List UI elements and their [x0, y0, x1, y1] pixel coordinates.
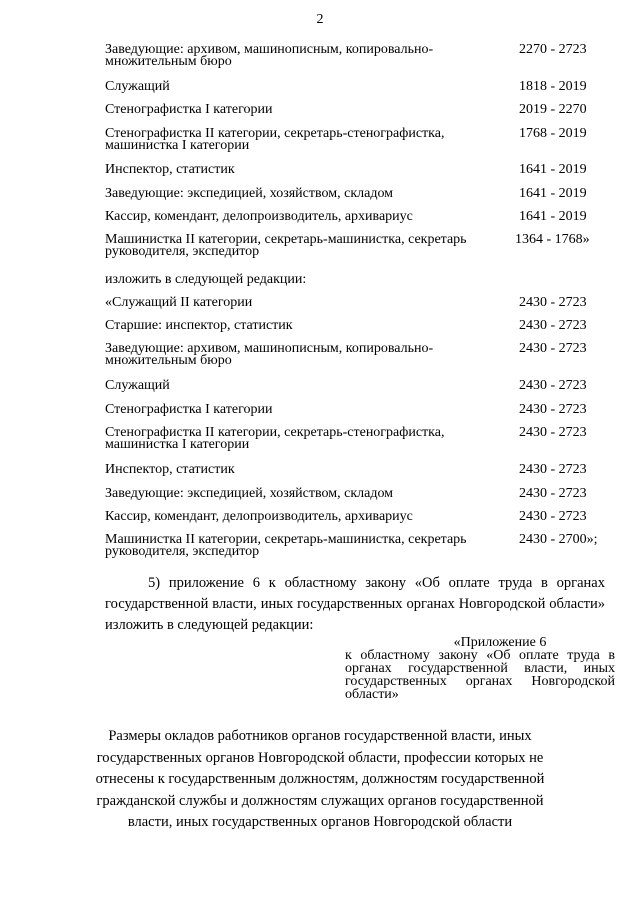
- salary-range: 1768 - 2019: [519, 126, 587, 141]
- appendix-reference: [345, 636, 615, 701]
- position-name: Машинистка II категории, секретарь-машинистка, секретарь руководителя, экспедитор: [105, 232, 467, 259]
- position-name: Заведующие: экспедицией, хозяйством, складом: [105, 186, 394, 201]
- page-number: 2: [316, 12, 324, 27]
- position-name: Инспектор, статистик: [105, 462, 235, 477]
- position-name: «Служащий II категории: [105, 295, 253, 310]
- appendix-law-reference: к областному закону «Об оплате труда в органах государственной власти, иных государственных органах Новгородской области»: [345, 648, 615, 702]
- document-heading: Размеры окладов работников органов государственной власти, иных государственных органов Новгородской области, профессии которых не отнесены к государственным должностям, должностям государственной гражданской службы и должностям служащих органов государственной власти, иных государственных органов Новгородской области: [95, 728, 545, 830]
- position-name: Старшие: инспектор, статистик: [105, 318, 293, 333]
- salary-range: 2430 - 2723: [519, 509, 587, 524]
- salary-range: 1641 - 2019: [519, 209, 587, 224]
- position-name: Заведующие: экспедицией, хозяйством, складом: [105, 486, 394, 501]
- position-name: Инспектор, статистик: [105, 162, 235, 177]
- salary-range: 2430 - 2723: [519, 402, 587, 417]
- position-name: Стенографистка II категории, секретарь-стенографистка, машинистка I категории: [105, 425, 445, 452]
- position-name: Кассир, комендант, делопроизводитель, архивариус: [105, 209, 413, 224]
- salary-range: 2270 - 2723: [519, 42, 587, 57]
- salary-range: 2430 - 2723: [519, 462, 587, 477]
- salary-range: 2430 - 2700»;: [519, 532, 598, 547]
- salary-range: 1641 - 2019: [519, 162, 587, 177]
- position-name: Машинистка II категории, секретарь-машинистка, секретарь руководителя, экспедитор: [105, 532, 467, 559]
- appendix-title: «Приложение 6: [453, 635, 547, 650]
- salary-range: 2430 - 2723: [519, 486, 587, 501]
- salary-range: 2430 - 2723: [519, 295, 587, 310]
- position-name: Служащий: [105, 79, 170, 94]
- position-name: Заведующие: архивом, машинописным, копировально-множительным бюро: [105, 341, 434, 368]
- salary-range: 2430 - 2723: [519, 318, 587, 333]
- position-name: Заведующие: архивом, машинописным, копировально-множительным бюро: [105, 42, 434, 69]
- transition-text: изложить в следующей редакции:: [105, 272, 307, 287]
- salary-range: 2019 - 2270: [519, 102, 587, 117]
- position-name: Кассир, комендант, делопроизводитель, архивариус: [105, 509, 413, 524]
- salary-range: 2430 - 2723: [519, 378, 587, 393]
- salary-range: 2430 - 2723: [519, 341, 587, 356]
- position-name: Стенографистка I категории: [105, 102, 273, 117]
- salary-range: 1641 - 2019: [519, 186, 587, 201]
- salary-range: 2430 - 2723: [519, 425, 587, 440]
- paragraph-5: 5) приложение 6 к областному закону «Об оплате труда в органах государственной власти, иных государственных органах Новгородской области» изложить в следующей редакции:: [105, 575, 605, 633]
- position-name: Служащий: [105, 378, 170, 393]
- salary-range: 1364 - 1768»: [515, 232, 590, 247]
- salary-range: 1818 - 2019: [519, 79, 587, 94]
- position-name: Стенографистка I категории: [105, 402, 273, 417]
- position-name: Стенографистка II категории, секретарь-стенографистка, машинистка I категории: [105, 126, 445, 153]
